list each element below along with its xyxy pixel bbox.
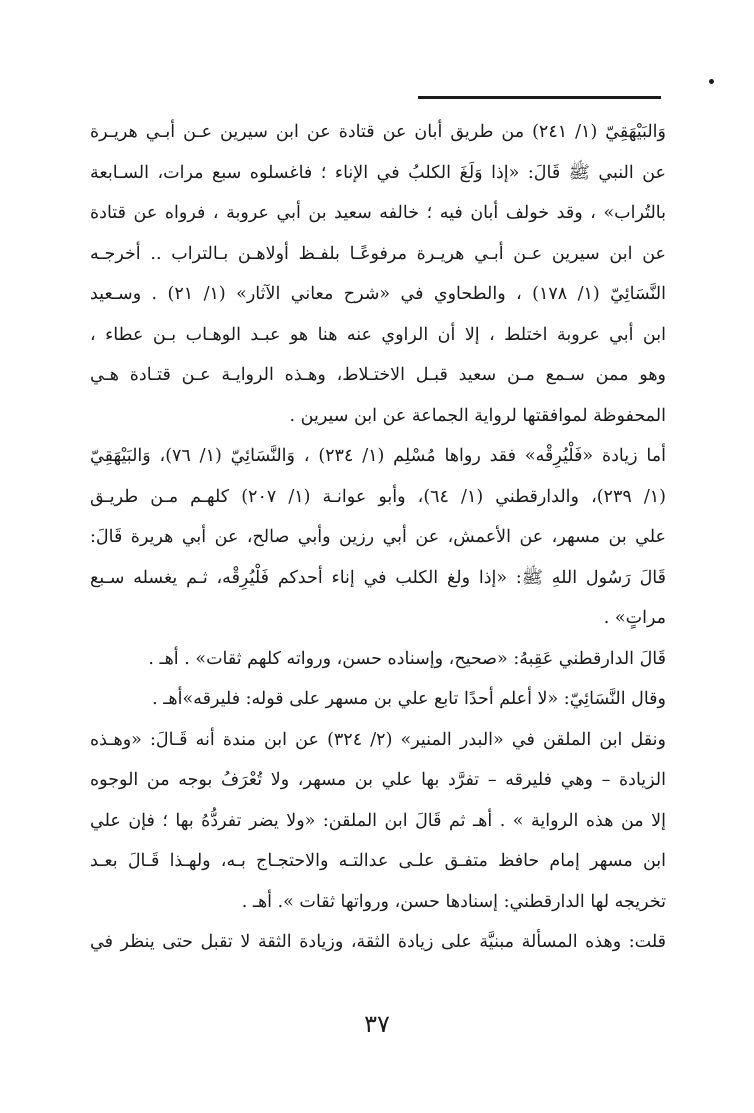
text-line: عن ابن سيرين عـن أبـي هريـرة مرفوعًـا بلفـظ أولاهـن بـالتراب .. أخرجـه — [90, 243, 666, 264]
text-line: النَّسَائِيّ (١/ ١٧٨) ، والطحاوي في «شرح معاني الآثار» (١/ ٢١) . وسـعيد — [90, 284, 666, 304]
text-line: تخريجه لها الدارقطني: إسنادها حسن، ورواتها ثقات ». أهـ . — [241, 891, 666, 912]
text-line: ابن أبي عروبة اختلط ، إلا أن الراوي عنه هنا هو عبـد الوهـاب بـن عطاء ، — [90, 324, 666, 345]
footnote-separator-rule — [418, 96, 661, 99]
margin-dot — [709, 79, 714, 84]
text-line: بالتُراب» ، وقد خولف أبان فيه ؛ خالفه سعيد بن أبي عروبة ، فرواه عن قتادة — [90, 203, 666, 223]
text-line: قَالَ الدارقطني عَقِبهُ: «صحيح، وإسناده حسن، ورواته كلهم ثقات» . أهـ . — [148, 648, 666, 669]
text-line: أما زيادة «فَلْيُرِقْه» فقد رواها مُسْلِم (١/ ٢٣٤) ، وَالنَّسَائِيّ (١/ ٧٦)، وَالبَيْهَقِيّ — [90, 446, 666, 466]
text-line: الزيادة – وهي فليرقه – تفرَّد بها علي بن مسهر، ولا تُعْرَفُ بوجه من الوجوه — [90, 770, 666, 790]
footnote-text-block — [90, 112, 666, 963]
text-line: (١/ ٢٣٩)، والدارقطني (١/ ٦٤)، وأبو عوانـة (١/ ٢٠٧) كلهـم مـن طريـق — [90, 486, 666, 507]
text-line: وقال النَّسَائِيّ: «لا أعلم أحدًا تابع علي بن مسهر على قوله: فليرقه»أهـ . — [152, 689, 666, 709]
text-line: وَالبَيْهَقِيّ (١/ ٢٤١) من طريق أبان عن قتادة عن ابن سيرين عـن أبـي هريـرة — [90, 122, 666, 142]
text-line: المحفوظة لموافقتها لرواية الجماعة عن ابن سيرين . — [289, 405, 666, 426]
text-line: علي بن مسهر، عن الأعمش، عن أبي رزين وأبي صالح، عن أبي هريرة قَالَ: — [90, 527, 666, 547]
text-line: قَالَ رَسُول اللهِ ﷺ: «إذا ولغ الكلب في إناء أحدكم فَلْيُرِقْه، ثـم يغسله سـبع — [90, 567, 666, 588]
text-line: ونقل ابن الملقن في «البدر المنير» (٢/ ٣٢٤) عن ابن مندة أنه قَـالَ: «وهـذه — [90, 729, 666, 750]
text-line: قلت: وهذه المسألة مبنيَّة على زيادة الثقة، وزيادة الثقة لا تقبل حتى ينظر في — [90, 932, 666, 952]
text-line: ابن مسهر إمام حافظ متفـق علـى عدالتـه والاحتجـاج بـه، ولهـذا قَـالَ بعـد — [90, 851, 666, 871]
text-line: مراتٍ» . — [603, 608, 666, 628]
text-line: إلا من هذه الرواية » . أهـ ثم قَالَ ابن الملقن: «ولا يضر تفردُّهُ بها ؛ فإن علي — [90, 810, 666, 831]
text-line: عن النبي ﷺ قَالَ: «إذا وَلَغَ الكلبُ في الإناء ؛ فاغسلوه سبع مرات، السـابعة — [90, 162, 666, 183]
text-line: وهو ممن سـمع مـن سعيد قبـل الاختـلاط، وهـذه الروايـة عـن قتـادة هـي — [90, 365, 666, 385]
page-number: ٣٧ — [364, 1010, 390, 1038]
